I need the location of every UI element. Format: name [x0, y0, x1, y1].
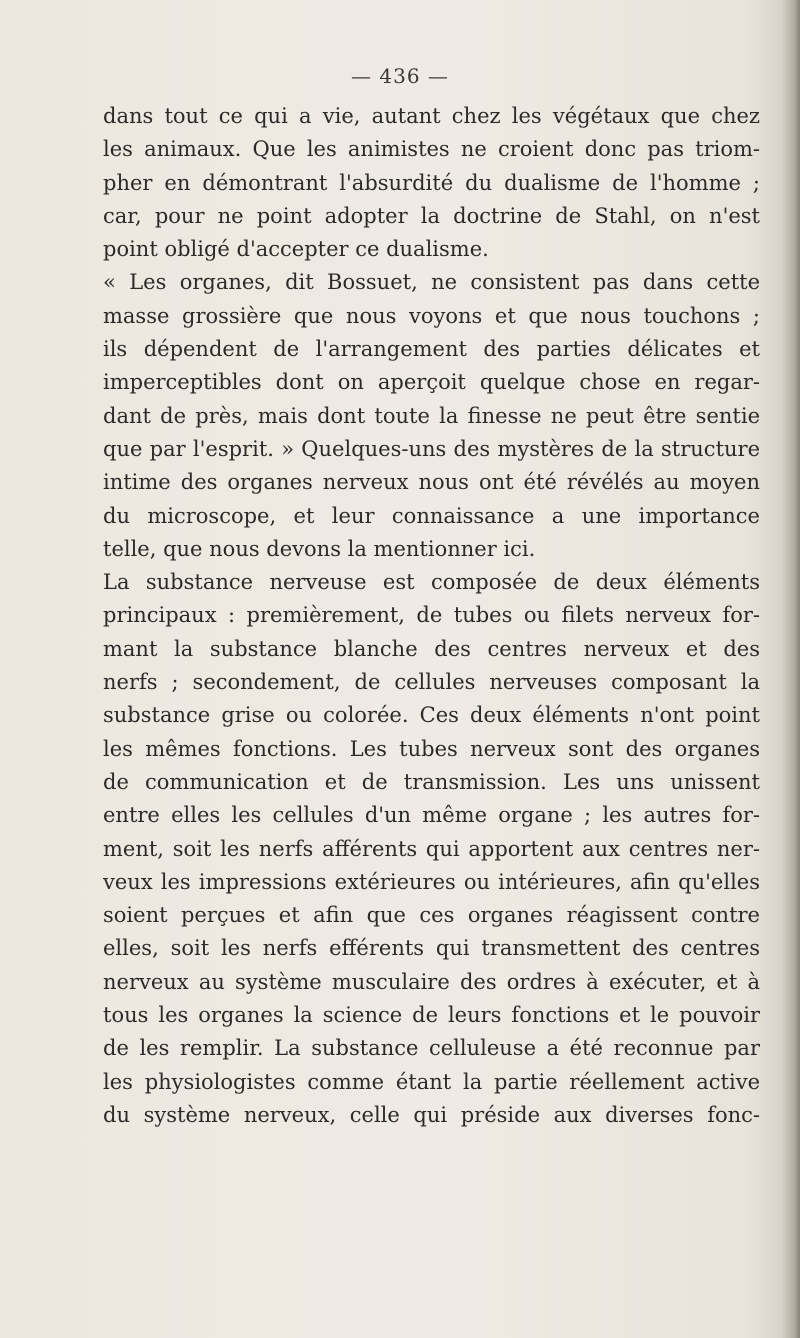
- text-line: tous les organes la science de leurs fonctions et le pouvoir: [103, 1003, 760, 1028]
- text-line: soient perçues et afin que ces organes réagissent contre: [103, 903, 760, 928]
- text-line: imperceptibles dont on aperçoit quelque chose en regar-: [103, 370, 760, 395]
- text-line: nerveux au système musculaire des ordres à exécuter, et à: [103, 969, 760, 994]
- text-line: ils dépendent de l'arrangement des parties délicates et: [103, 337, 760, 362]
- text-line: nerfs ; secondement, de cellules nerveuses composant la: [103, 670, 760, 695]
- page-number: — 436 —: [351, 64, 449, 88]
- text-line: elles, soit les nerfs efférents qui transmettent des centres: [103, 936, 760, 961]
- text-line: telle, que nous devons la mentionner ici.: [103, 536, 536, 561]
- text-line: dans tout ce qui a vie, autant chez les végétaux que chez: [103, 104, 760, 128]
- page-edge-shadow: [782, 0, 800, 1338]
- text-line: que par l'esprit. » Quelques-uns des mystères de la structure: [103, 436, 760, 461]
- text-line: de communication et de transmission. Les uns unissent: [103, 769, 760, 794]
- text-line: de les remplir. La substance celluleuse a été reconnue par: [103, 1036, 760, 1061]
- text-line: ment, soit les nerfs afférents qui apportent aux centres ner-: [103, 836, 760, 861]
- text-line: du système nerveux, celle qui préside aux diverses fonc-: [103, 1102, 760, 1127]
- text-line: pher en démontrant l'absurdité du dualisme de l'homme ;: [103, 170, 760, 195]
- text-line: masse grossière que nous voyons et que nous touchons ;: [103, 303, 760, 328]
- text-line: mant la substance blanche des centres nerveux et des: [103, 636, 760, 661]
- text-line: les animaux. Que les animistes ne croient donc pas triom-: [103, 137, 760, 162]
- text-line: du microscope, et leur connaissance a une importance: [103, 503, 760, 528]
- text-line: dant de près, mais dont toute la finesse ne peut être sentie: [103, 403, 760, 428]
- text-line: substance grise ou colorée. Ces deux éléments n'ont point: [103, 703, 760, 728]
- text-line: intime des organes nerveux nous ont été révélés au moyen: [103, 470, 760, 495]
- text-line: La substance nerveuse est composée de deux éléments: [103, 570, 760, 595]
- text-line: « Les organes, dit Bossuet, ne consistent pas dans cette: [103, 270, 760, 295]
- text-line: point obligé d'accepter ce dualisme.: [103, 237, 489, 262]
- text-line: les physiologistes comme étant la partie réellement active: [103, 1069, 760, 1094]
- text-line: principaux : premièrement, de tubes ou filets nerveux for-: [103, 603, 760, 628]
- text-line: entre elles les cellules d'un même organe ; les autres for-: [103, 803, 760, 828]
- text-line: les mêmes fonctions. Les tubes nerveux sont des organes: [103, 736, 760, 761]
- text-line: veux les impressions extérieures ou intérieures, afin qu'elles: [103, 869, 760, 894]
- text-line: car, pour ne point adopter la doctrine de Stahl, on n'est: [103, 203, 760, 228]
- body-text: [103, 100, 760, 1132]
